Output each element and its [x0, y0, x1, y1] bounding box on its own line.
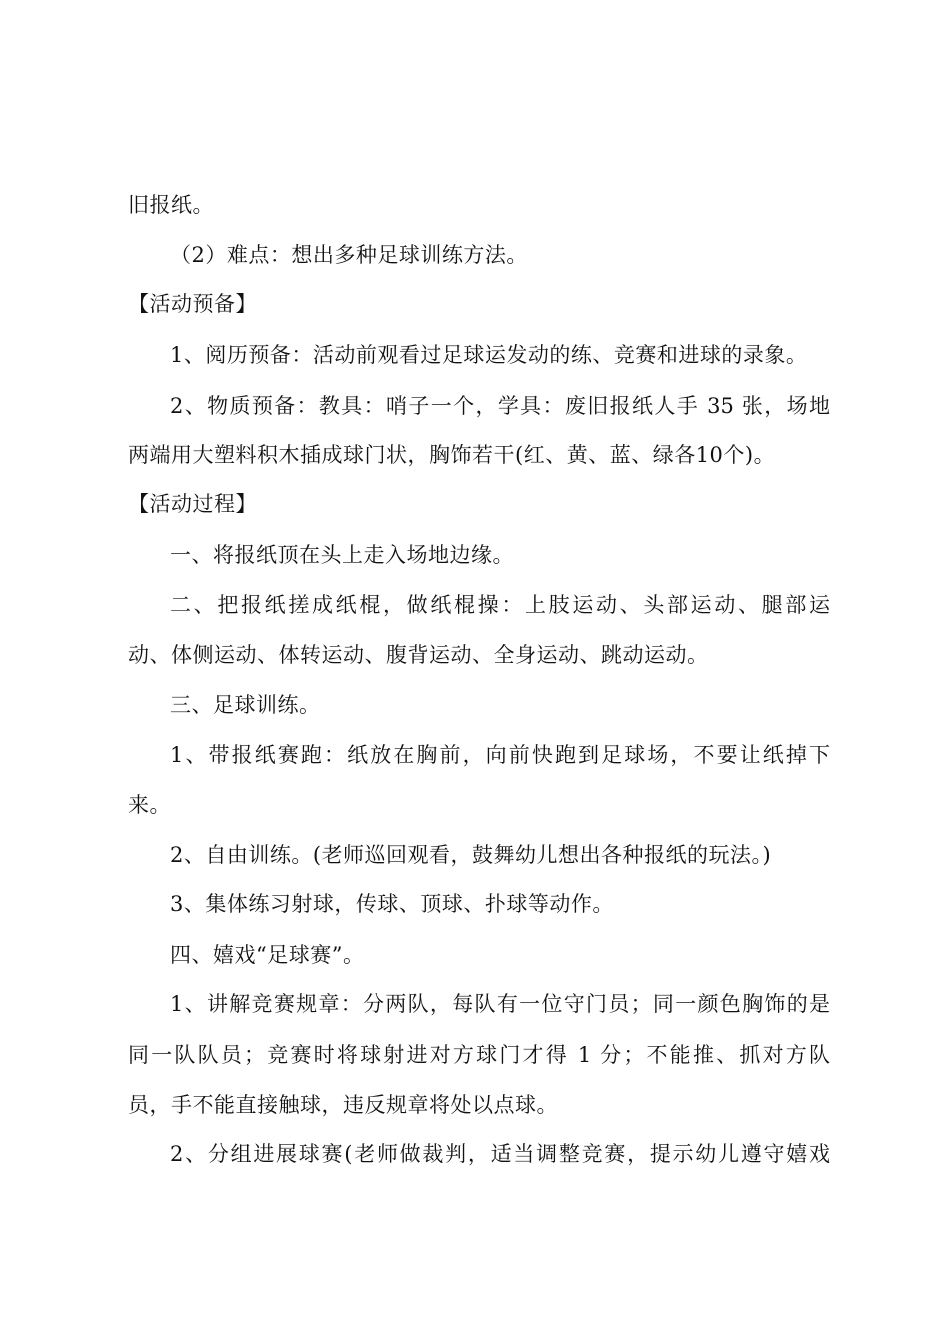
section-heading: 【活动过程】 [128, 492, 257, 516]
paragraph-line: 1、带报纸赛跑：纸放在胸前，向前快跑到足球场，不要让纸掉下 [170, 743, 830, 767]
paragraph-line: （2）难点：想出多种足球训练方法。 [170, 243, 528, 267]
paragraph-line: 员，手不能直接触球，违反规章将处以点球。 [128, 1093, 558, 1117]
section-heading: 【活动预备】 [128, 292, 257, 316]
paragraph-line: 旧报纸。 [128, 193, 214, 217]
paragraph-line: 2、分组进展球赛(老师做裁判，适当调整竞赛，提示幼儿遵守嬉戏 [170, 1142, 830, 1166]
paragraph-line: 二、把报纸搓成纸棍，做纸棍操：上肢运动、头部运动、腿部运 [170, 593, 830, 617]
paragraph-line: 1、讲解竞赛规章：分两队，每队有一位守门员；同一颜色胸饰的是 [170, 992, 830, 1016]
paragraph-line: 一、将报纸顶在头上走入场地边缘。 [170, 543, 514, 567]
paragraph-line: 2、物质预备：教具：哨子一个，学具：废旧报纸人手 35 张，场地 [170, 394, 830, 418]
paragraph-line: 3、集体练习射球，传球、顶球、扑球等动作。 [170, 892, 614, 916]
paragraph-line: 四、嬉戏“足球赛”。 [170, 943, 365, 967]
paragraph-line: 2、自由训练。(老师巡回观看，鼓舞幼儿想出各种报纸的玩法。) [170, 843, 772, 867]
paragraph-line: 动、体侧运动、体转运动、腹背运动、全身运动、跳动运动。 [128, 643, 709, 667]
paragraph-line: 两端用大塑料积木插成球门状，胸饰若干(红、黄、蓝、绿各10个)。 [128, 443, 776, 467]
paragraph-line: 三、足球训练。 [170, 693, 321, 717]
paragraph-line: 同一队队员；竞赛时将球射进对方球门才得 1 分；不能推、抓对方队 [128, 1043, 830, 1067]
paragraph-line: 1、阅历预备：活动前观看过足球运发动的练、竞赛和进球的录象。 [170, 343, 808, 367]
paragraph-line: 来。 [128, 793, 171, 817]
